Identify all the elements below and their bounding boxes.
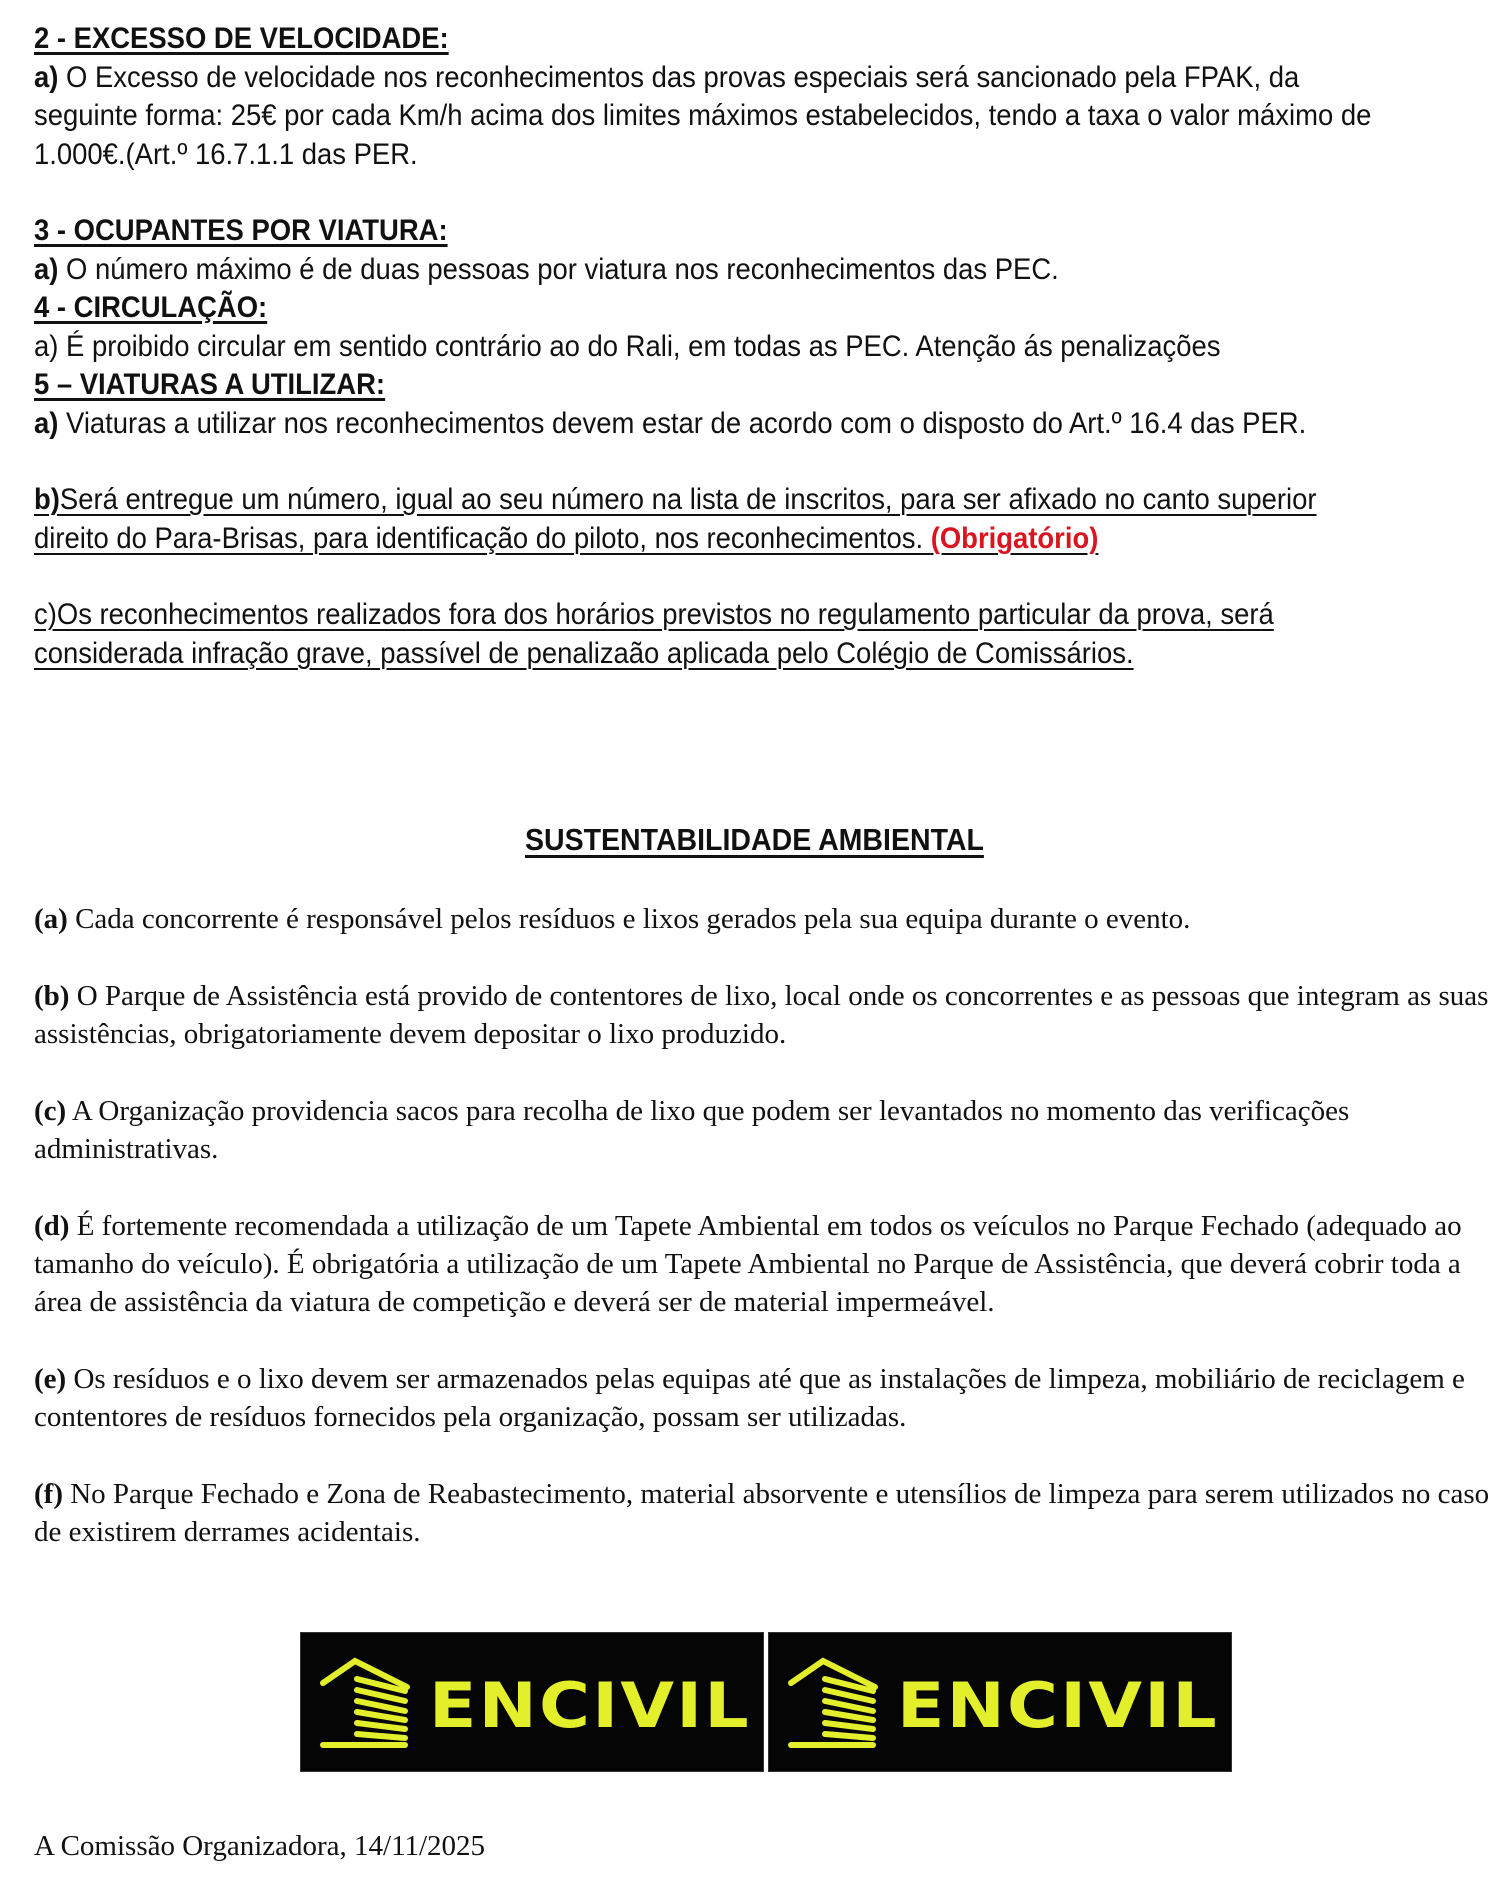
sustainability-list bbox=[34, 900, 1494, 1589]
item-label: (f) bbox=[34, 1477, 63, 1510]
logo-wordmark: ENCIVIL bbox=[897, 1669, 1219, 1742]
building-icon bbox=[785, 1655, 885, 1751]
list-item bbox=[34, 1475, 1494, 1551]
item-label: (d) bbox=[34, 1209, 70, 1242]
section-3-item-a bbox=[34, 251, 1392, 290]
item-label: (c) bbox=[34, 1094, 67, 1127]
section-2-item-a bbox=[34, 59, 1392, 175]
sponsor-logo-encivil bbox=[300, 1632, 764, 1772]
item-text: É fortemente recomendada a utilização de um Tapete Ambiental em todos os veículos no Parque Fechado (adequado ao tamanho do veículo). É obrigatória a utilização de um Tapete Ambiental no Parque de Assistência, que deverá cobrir toda a área de assistência da viatura de competição e deverá ser de material impermeável. bbox=[34, 1209, 1462, 1318]
item-label: (b) bbox=[34, 979, 70, 1012]
section-5-item-b bbox=[34, 481, 1392, 558]
section-2-heading: 2 - EXCESSO DE VELOCIDADE: bbox=[34, 22, 449, 55]
item-text: Viaturas a utilizar nos reconhecimentos devem estar de acordo com o disposto do Art.º 16.4 das PER. bbox=[58, 406, 1307, 440]
item-text: O número máximo é de duas pessoas por viatura nos reconhecimentos das PEC. bbox=[58, 252, 1059, 286]
item-label: b) bbox=[34, 483, 60, 516]
section-2 bbox=[34, 20, 1392, 59]
section-5-heading: 5 – VIATURAS A UTILIZAR: bbox=[34, 368, 386, 401]
list-item bbox=[34, 900, 1494, 938]
item-label: (e) bbox=[34, 1362, 67, 1395]
section-3-heading: 3 - OCUPANTES POR VIATURA: bbox=[34, 214, 448, 247]
section-4-heading: 4 - CIRCULAÇÃO: bbox=[34, 291, 268, 324]
section-5-item-a bbox=[34, 405, 1392, 444]
item-label: a) bbox=[34, 252, 59, 286]
sponsor-logos bbox=[300, 1632, 1232, 1772]
section-5-item-c bbox=[34, 596, 1392, 673]
item-text: No Parque Fechado e Zona de Reabastecimento, material absorvente e utensílios de limpeza para serem utilizados no caso de existirem derrames acidentais. bbox=[34, 1477, 1490, 1548]
item-text: c)Os reconhecimentos realizados fora dos horários previstos no regulamento particular da prova, será considerada infração grave, passível de penalizaão aplicada pelo Colégio de Comissários. bbox=[34, 598, 1274, 670]
item-text: Os resíduos e o lixo devem ser armazenados pelas equipas até que as instalações de limpeza, mobiliário de reciclagem e contentores de resíduos fornecidos pela organização, possam ser utilizadas. bbox=[34, 1362, 1465, 1433]
item-text: a) É proibido circular em sentido contrário ao do Rali, em todas as PEC. Atenção ás penalizações bbox=[34, 329, 1221, 363]
signature: A Comissão Organizadora, 14/11/2025 bbox=[34, 1830, 486, 1862]
section-5 bbox=[34, 366, 1392, 405]
section-3 bbox=[34, 212, 1392, 251]
item-label: a) bbox=[34, 60, 59, 94]
list-item bbox=[34, 1207, 1494, 1322]
sponsor-logo-encivil bbox=[768, 1632, 1232, 1772]
sustainability-title-text: SUSTENTABILIDADE AMBIENTAL bbox=[525, 822, 984, 857]
item-label: a) bbox=[34, 406, 59, 440]
item-text: A Organização providencia sacos para recolha de lixo que podem ser levantados no momento das verificações administrativas. bbox=[34, 1094, 1350, 1165]
list-item bbox=[34, 1092, 1494, 1168]
building-icon bbox=[317, 1655, 417, 1751]
list-item bbox=[34, 1360, 1494, 1436]
item-label: (a) bbox=[34, 903, 68, 935]
item-text: O Parque de Assistência está provido de contentores de lixo, local onde os concorrentes e as pessoas que integram as suas assistências, obrigatoriamente devem depositar o lixo produzido. bbox=[34, 979, 1489, 1050]
list-item bbox=[34, 977, 1494, 1053]
mandatory-note: (Obrigatório) bbox=[930, 521, 1099, 555]
item-text: Será entregue um número, igual ao seu número na lista de inscritos, para ser afixado no canto superior direito do Para-Brisas, para identificação do piloto, nos reconhecimentos. bbox=[34, 483, 1317, 555]
section-4-item-a bbox=[34, 328, 1392, 367]
sustainability-title bbox=[0, 822, 1509, 858]
section-4 bbox=[34, 289, 1392, 328]
item-text: Cada concorrente é responsável pelos resíduos e lixos gerados pela sua equipa durante o evento. bbox=[67, 903, 1191, 935]
item-text: O Excesso de velocidade nos reconhecimentos das provas especiais será sancionado pela FPAK, da seguinte forma: 25€ por cada Km/h acima dos limites máximos estabelecidos, tendo a taxa o valor máximo de 1.000€.(Art.º 16.7.1.1 das PER. bbox=[34, 60, 1372, 171]
logo-wordmark: ENCIVIL bbox=[429, 1669, 751, 1742]
regulations-section bbox=[34, 20, 1392, 673]
